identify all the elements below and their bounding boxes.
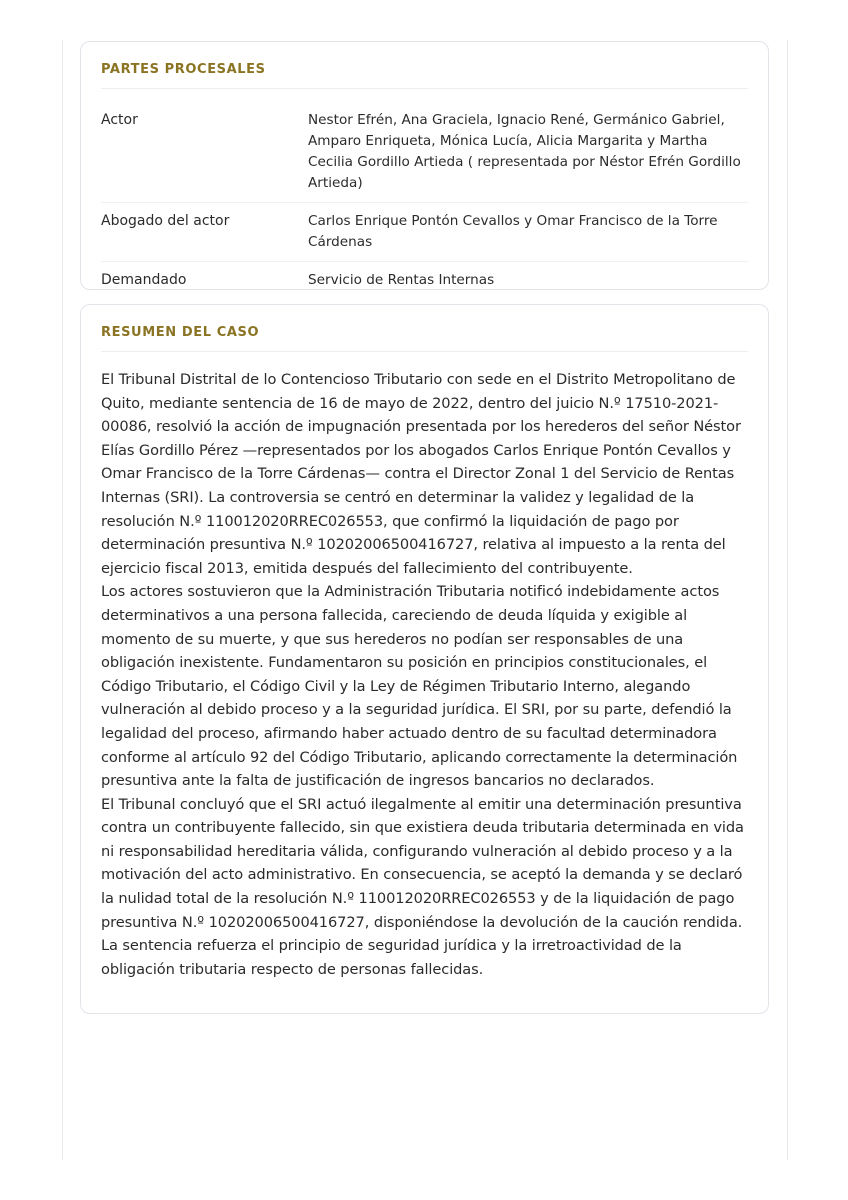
summary-section-title: RESUMEN DEL CASO xyxy=(101,305,748,352)
party-value: Carlos Enrique Pontón Cevallos y Omar Francisco de la Torre Cárdenas xyxy=(308,203,748,262)
summary-card xyxy=(80,304,769,1014)
party-label: Abogado del actor xyxy=(101,203,308,262)
party-label: Demandado xyxy=(101,272,187,288)
party-value: Servicio de Rentas Internas xyxy=(308,272,495,288)
party-value: Nestor Efrén, Ana Graciela, Ignacio René, Germánico Gabriel, Amparo Enriqueta, Mónica Lucía, Alicia Margarita y Martha Cecilia Gordillo Artieda ( representada por Néstor Efrén Gordillo Artieda) xyxy=(308,106,748,203)
parties-table xyxy=(101,106,748,299)
party-row-actor xyxy=(101,106,748,203)
party-row-defendant xyxy=(101,262,748,300)
parties-card xyxy=(80,41,769,290)
summary-paragraph: El Tribunal Distrital de lo Contencioso Tributario con sede en el Distrito Metropolitano de Quito, mediante sentencia de 16 de mayo de 2022, dentro del juicio N.º 17510-2021-00086, resolvió la acción de impugnación presentada por los herederos del señor Néstor Elías Gordillo Pérez —representados por los abogados Carlos Enrique Pontón Cevallos y Omar Francisco de la Torre Cárdenas— contra el Director Zonal 1 del Servicio de Rentas Internas (SRI). La controversia se centró en determinar la validez y legalidad de la resolución N.º 110012020RREC026553, que confirmó la liquidación de pago por determinación presuntiva N.º 10202006500416727, relativa al impuesto a la renta del ejercicio fiscal 2013, emitida después del fallecimiento del contribuyente. xyxy=(101,371,741,577)
party-row-lawyer xyxy=(101,203,748,262)
summary-body xyxy=(101,368,748,981)
party-label: Actor xyxy=(101,106,308,203)
parties-section-title: PARTES PROCESALES xyxy=(101,42,748,89)
summary-paragraph: Los actores sostuvieron que la Administración Tributaria notificó indebidamente actos determinativos a una persona fallecida, careciendo de deuda líquida y exigible al momento de su muerte, y que sus herederos no podían ser responsables de una obligación inexistente. Fundamentaron su posición en principios constitucionales, el Código Tributario, el Código Civil y la Ley de Régimen Tributario Interno, alegando vulneración al debido proceso y a la seguridad jurídica. El SRI, por su parte, defendió la legalidad del proceso, afirmando haber actuado dentro de su facultad determinadora conforme al artículo 92 del Código Tributario, aplicando correctamente la determinación presuntiva ante la falta de justificación de ingresos bancarios no declarados. xyxy=(101,583,738,790)
summary-paragraph: El Tribunal concluyó que el SRI actuó ilegalmente al emitir una determinación presuntiva contra un contribuyente fallecido, sin que existiera deuda tributaria determinada en vida ni responsabilidad hereditaria válida, configurando vulneración al debido proceso y a la motivación del acto administrativo. En consecuencia, se aceptó la demanda y se declaró la nulidad total de la resolución N.º 110012020RREC026553 y de la liquidación de pago presuntiva N.º 10202006500416727, disponiéndose la devolución de la caución rendida. La sentencia refuerza el principio de seguridad jurídica y la irretroactividad de la obligación tributaria respecto de personas fallecidas. xyxy=(101,795,744,978)
